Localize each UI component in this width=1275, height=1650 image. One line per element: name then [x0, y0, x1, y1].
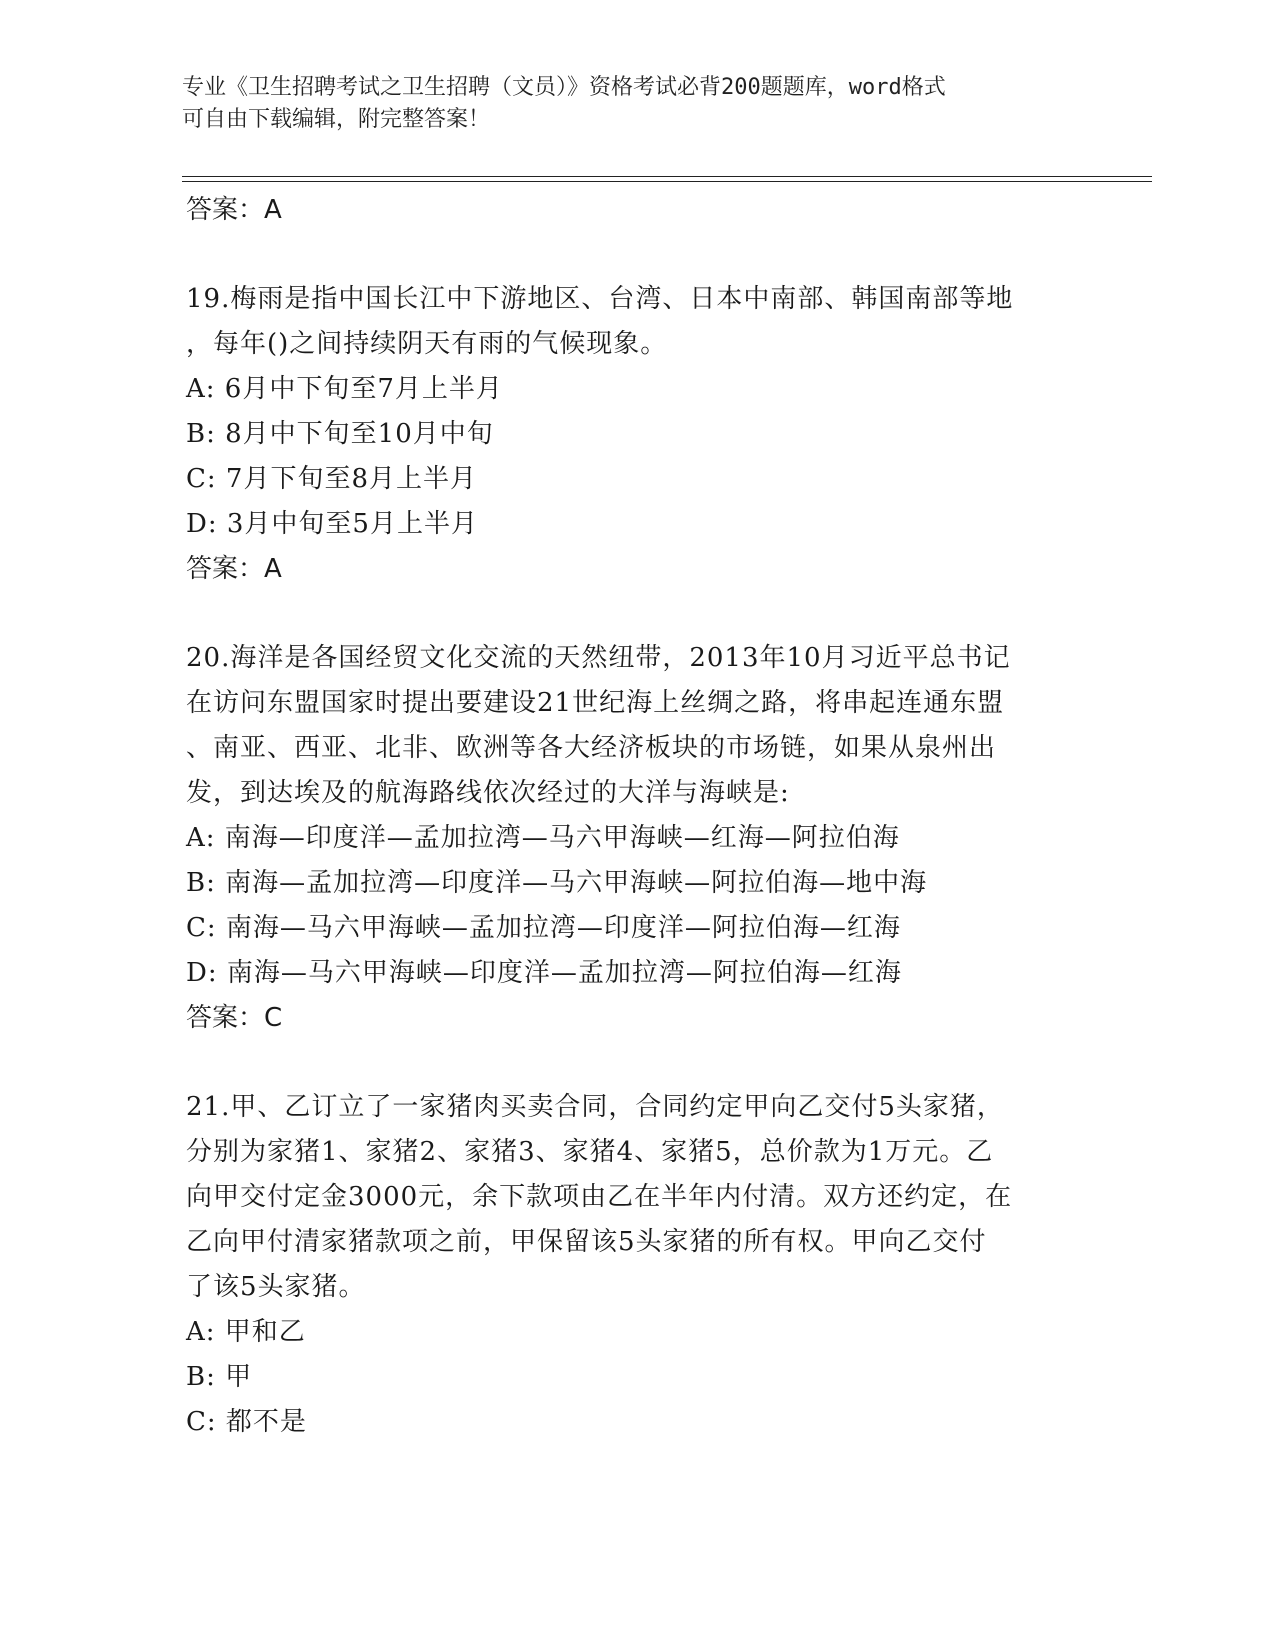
- header-divider-bottom: [182, 181, 1152, 182]
- answer-label: 答案：C: [186, 1003, 283, 1033]
- header-line-2: 可自由下载编辑，附完整答案！: [182, 107, 491, 132]
- question-text-line: 20.海洋是各国经贸文化交流的天然纽带，2013年10月习近平总书记: [186, 643, 1011, 673]
- spacer: [186, 592, 1086, 636]
- question-block: [186, 636, 1086, 1041]
- option-a: A: 甲和乙: [186, 1317, 306, 1347]
- question-text-line: 在访问东盟国家时提出要建设21世纪海上丝绸之路，将串起连通东盟: [186, 688, 1005, 718]
- previous-answer: 答案：A: [186, 195, 282, 225]
- option-a: A: 6月中下旬至7月上半月: [186, 374, 503, 404]
- spacer: [186, 233, 1086, 277]
- option-b: B: 甲: [186, 1362, 253, 1392]
- question-text-line: ，每年()之间持续阴天有雨的气候现象。: [186, 329, 668, 359]
- question-text-line: 分别为家猪1、家猪2、家猪3、家猪4、家猪5，总价款为1万元。乙: [186, 1137, 994, 1167]
- question-text-line: 发，到达埃及的航海路线依次经过的大洋与海峡是:: [186, 778, 790, 808]
- question-text-line: 21.甲、乙订立了一家猪肉买卖合同，合同约定甲向乙交付5头家猪，: [186, 1092, 1004, 1122]
- answer-label: 答案：A: [186, 554, 282, 584]
- option-c: C: 都不是: [186, 1407, 307, 1437]
- question-block: [186, 1085, 1086, 1445]
- option-d: D: 南海—马六甲海峡—印度洋—孟加拉湾—阿拉伯海—红海: [186, 958, 902, 988]
- option-a: A: 南海—印度洋—孟加拉湾—马六甲海峡—红海—阿拉伯海: [186, 823, 900, 853]
- question-block: [186, 277, 1086, 592]
- document-header: [182, 72, 1062, 136]
- option-b: B: 8月中下旬至10月中旬: [186, 419, 494, 449]
- question-text-line: 向甲交付定金3000元，余下款项由乙在半年内付清。双方还约定，在: [186, 1182, 1013, 1212]
- option-d: D: 3月中旬至5月上半月: [186, 509, 478, 539]
- question-list: [186, 188, 1086, 1445]
- question-text-line: 19.梅雨是指中国长江中下游地区、台湾、日本中南部、韩国南部等地: [186, 284, 1014, 314]
- option-c: C: 南海—马六甲海峡—孟加拉湾—印度洋—阿拉伯海—红海: [186, 913, 901, 943]
- question-text-line: 了该5头家猪。: [186, 1272, 366, 1302]
- option-c: C: 7月下旬至8月上半月: [186, 464, 478, 494]
- header-line-1: 专业《卫生招聘考试之卫生招聘（文员）》资格考试必背200题题库，word格式: [182, 75, 946, 100]
- question-text-line: 乙向甲付清家猪款项之前，甲保留该5头家猪的所有权。甲向乙交付: [186, 1227, 987, 1257]
- option-b: B: 南海—孟加拉湾—印度洋—马六甲海峡—阿拉伯海—地中海: [186, 868, 928, 898]
- question-text-line: 、南亚、西亚、北非、欧洲等各大经济板块的市场链，如果从泉州出: [186, 733, 997, 763]
- header-divider-top: [182, 176, 1152, 177]
- spacer: [186, 1041, 1086, 1085]
